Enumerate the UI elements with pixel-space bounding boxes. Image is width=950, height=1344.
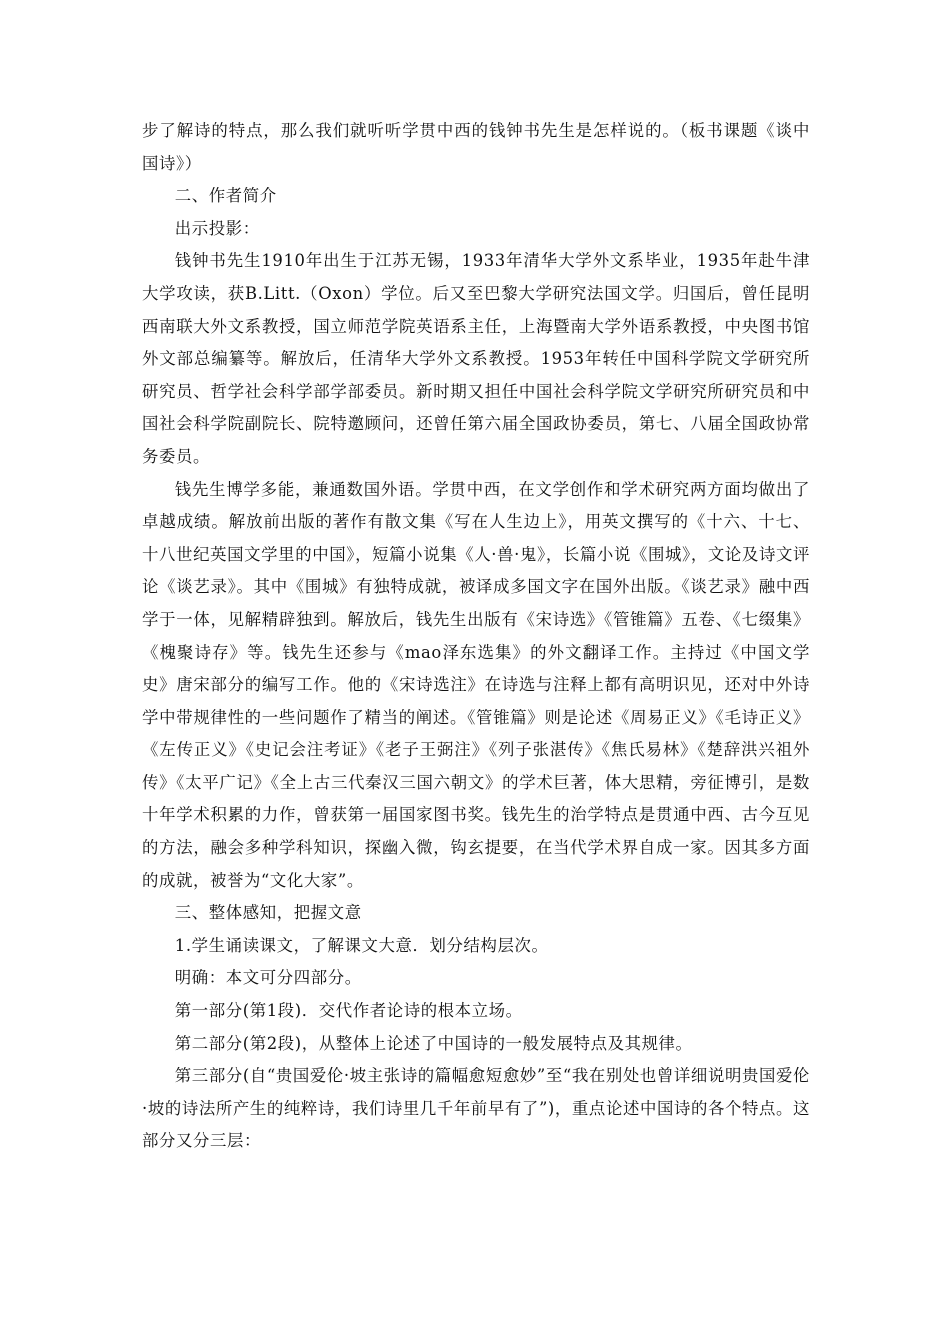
- paragraph-clarify: 明确：本文可分四部分。: [174, 968, 362, 988]
- section-heading-overall-perception: 三、整体感知，把握文意: [174, 903, 362, 923]
- paragraph-part-1: 第一部分(第1段)．交代作者论诗的根本立场。: [174, 1001, 523, 1021]
- paragraph-author-biography: 钱钟书先生1910年出生于江苏无锡，1933年清华大学外文系毕业，1935年赴牛津大学攻读，获B.Litt.（Oxon）学位。后又至巴黎大学研究法国文学。归国后，曾任昆明西南联大外文系教授，国立师范学院英语系主任，上海暨南大学外语系教授，中央图书馆外文部总编纂等。解放后，任清华大学外文系教授。1953年转任中国科学院文学研究所研究员、哲学社会科学部学部委员。新时期又担任中国社会科学院文学研究所研究员和中国社会科学院副院长、院特邀顾问，还曾任第六届全国政协委员，第七、八届全国政协常务委员。: [142, 251, 810, 466]
- paragraph-author-works: 钱先生博学多能，兼通数国外语。学贯中西，在文学创作和学术研究两方面均做出了卓越成绩。解放前出版的著作有散文集《写在人生边上》，用英文撰写的《十六、十七、十八世纪英国文学里的中国》，短篇小说集《人·兽·鬼》，长篇小说《围城》，文论及诗文评论《谈艺录》。其中《围城》有独特成就，被译成多国文字在国外出版。《谈艺录》融中西学于一体，见解精辟独到。解放后，钱先生出版有《宋诗选》《管锥篇》五卷、《七缀集》《槐聚诗存》等。钱先生还参与《mao泽东选集》的外文翻译工作。主持过《中国文学史》唐宋部分的编写工作。他的《宋诗选注》在诗选与注释上都有高明识见，还对中外诗学中带规律性的一些问题作了精当的阐述。《管锥篇》则是论述《周易正义》《毛诗正义》《左传正义》《史记会注考证》《老子王弼注》《列子张湛传》《焦氏易林》《楚辞洪兴祖外传》《太平广记》《全上古三代秦汉三国六朝文》的学术巨著，体大思精，旁征博引，是数十年学术积累的力作，曾获第一届国家图书奖。钱先生的治学特点是贯通中西、古今互见的方法，融会多种学科知识，探幽入微，钩玄提要，在当代学术界自成一家。因其多方面的成就，被誉为“文化大家”。: [142, 479, 810, 890]
- paragraph-intro-continuation: 步了解诗的特点，那么我们就听听学贯中西的钱钟书先生是怎样说的。（板书课题《谈中国诗》）: [142, 121, 810, 173]
- paragraph-part-3: 第三部分(自“贵国爱伦·坡主张诗的篇幅愈短愈妙”至“我在别处也曾详细说明贵国爱伦·坡的诗法所产生的纯粹诗，我们诗里几千年前早有了”)，重点论述中国诗的各个特点。这部分又分三层：: [142, 1066, 810, 1151]
- paragraph-show-projection: 出示投影：: [174, 218, 260, 238]
- section-heading-author-intro: 二、作者简介: [174, 186, 277, 206]
- document-page: [142, 115, 810, 1158]
- paragraph-part-2: 第二部分(第2段)，从整体上论述了中国诗的一般发展特点及其规律。: [174, 1033, 693, 1053]
- paragraph-task-1: 1.学生诵读课文，了解课文大意．划分结构层次。: [174, 935, 549, 955]
